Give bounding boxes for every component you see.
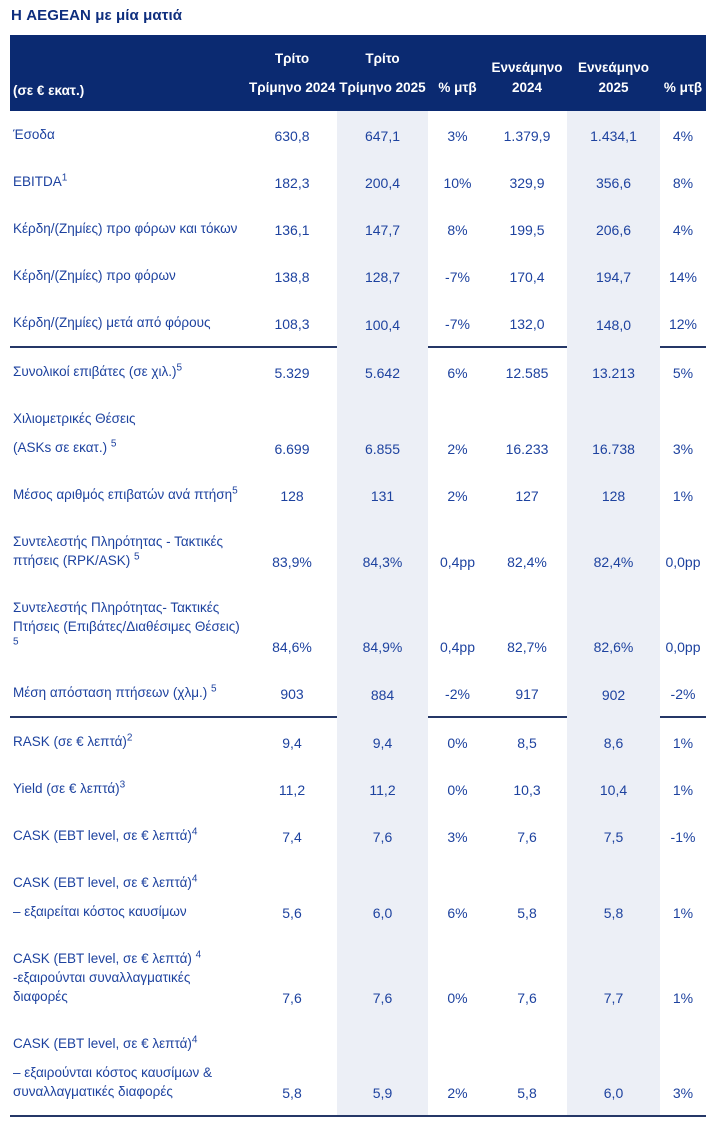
cell-q3-2024: 108,3 [247,299,337,347]
cell-chg-q3: 3% [447,128,468,144]
row-label-line [13,1082,245,1101]
cell-q3-2024: 5.329 [274,365,310,381]
cell-9m-2024: 10,3 [513,782,541,798]
column-header-line: Τρίμηνο 2025 [339,80,426,95]
row-label-line [13,987,245,1006]
column-header-line: Τρίτο [274,51,310,66]
cell-chg-9m: 8% [672,175,694,191]
table-row [10,299,706,347]
row-label-text: διαφορές [13,989,68,1004]
row-label-text: Συντελεστής Πληρότητας - Τακτικές [13,534,224,549]
row-label [10,717,247,765]
cell-chg-9m: 14% [668,269,698,285]
cell-q3-2025: 7,6 [337,812,428,859]
cell-chg-9m: 5% [672,365,694,381]
row-label-text: πτήσεις (RPK/ASK) [13,553,135,568]
cell-9m-2025: 194,7 [567,252,660,299]
cell-9m-2025: 206,6 [567,205,660,252]
table-row [10,471,706,518]
cell-chg-9m: 1% [672,905,694,921]
table-row [10,1020,706,1116]
cell-chg-9m: 0,0pp [665,554,701,570]
row-label [10,395,247,471]
table-row [10,765,706,812]
cell-q3-2024: 903 [247,669,337,717]
row-label-line [13,826,245,845]
cell-chg-q3: 6% [447,905,468,921]
row-label-line [13,362,245,381]
footnote-marker: 2 [126,732,133,744]
table-row [10,158,706,205]
cell-q3-2025: 5.642 [337,347,428,395]
cell-q3-2025: 11,2 [337,765,428,812]
cell-9m-2024: 7,6 [517,990,537,1006]
cell-q3-2024: 5,6 [282,905,302,921]
row-label-text: Συνολικοί επιβάτες (σε χιλ.) [13,364,177,379]
cell-q3-2025: 128,7 [337,252,428,299]
row-label-text: Χιλιομετρικές Θέσεις [13,411,136,426]
cell-chg-9m: 12% [660,299,706,347]
cell-q3-2024: 5,8 [247,1020,337,1116]
footnote-marker: 4 [191,873,198,885]
cell-chg-q3: 10% [443,175,472,191]
cell-chg-q3: 2% [447,488,468,504]
row-label-line [13,125,245,144]
cell-q3-2024: 9,4 [282,735,302,751]
cell-chg-q3: 2% [428,1020,487,1116]
table-body [10,111,706,1116]
footnote-marker: 3 [119,779,126,791]
column-header-chg-q3 [428,35,487,111]
cell-9m-2024: 170,4 [509,269,545,285]
row-label-text: RASK (σε € λεπτά) [13,734,127,749]
cell-9m-2025: 6,0 [567,1020,660,1116]
cell-9m-2025: 82,4% [567,518,660,584]
row-label-line [13,219,245,238]
cell-chg-9m: -2% [660,669,706,717]
row-label [10,518,247,584]
cell-9m-2025: 1.434,1 [567,111,660,158]
cell-chg-q3: -7% [445,269,470,285]
row-label-line [13,409,245,428]
row-label-text: Πτήσεις (Επιβάτες/Διαθέσιμες Θέσεις) [13,619,240,634]
cell-chg-q3: 0% [447,782,468,798]
row-label-line [13,683,245,702]
cell-chg-q3: -2% [428,669,487,717]
unit-label: (σε € εκατ.) [10,35,247,111]
cell-chg-9m: 1% [672,990,694,1006]
cell-chg-q3: -7% [428,299,487,347]
footnote-marker: 1 [61,172,68,184]
row-label [10,812,247,859]
cell-9m-2024: 5,8 [517,905,537,921]
column-header-line: 2024 [511,80,543,95]
row-label-text: – εξαιρούνται κόστος καυσίμων & [13,1065,213,1080]
cell-q3-2025: 6.855 [337,395,428,471]
row-label-text: EBITDA [13,174,62,189]
footnote-marker: 5 [176,362,183,374]
table-row [10,859,706,935]
cell-q3-2024: 138,8 [274,269,310,285]
row-label-line [13,902,245,921]
table-row [10,347,706,395]
cell-9m-2025: 16.738 [567,395,660,471]
cell-chg-q3: 6% [447,365,468,381]
cell-9m-2024: 199,5 [509,222,545,238]
column-header-chg-9m [660,35,706,111]
row-label-text: Κέρδη/(Ζημίες) προ φόρων και τόκων [13,221,238,236]
table-row [10,717,706,765]
cell-9m-2024: 82,4% [507,554,547,570]
column-header-line: 2025 [598,80,629,95]
row-label-line [13,172,245,191]
table-row [10,669,706,717]
cell-9m-2024: 12.585 [505,365,549,381]
cell-chg-9m: 1% [672,488,694,504]
cell-q3-2025: 147,7 [337,205,428,252]
cell-q3-2024: 630,8 [274,128,310,144]
footnote-marker: 5 [110,438,117,450]
row-label-text: Μέσος αριθμός επιβατών ανά πτήση [13,487,233,502]
row-label-text: CASK (EBT level, σε € λεπτά) [13,828,192,843]
cell-chg-q3: 0% [447,735,468,751]
cell-q3-2024: 7,4 [282,829,302,845]
table-row [10,812,706,859]
row-label [10,584,247,669]
cell-9m-2025: 902 [567,669,660,717]
cell-q3-2025: 884 [337,669,428,717]
cell-q3-2025: 9,4 [337,717,428,765]
column-header-line: Τρίμηνο 2024 [249,80,336,95]
cell-q3-2025: 200,4 [337,158,428,205]
cell-9m-2025: 7,7 [567,935,660,1020]
cell-9m-2025: 13.213 [567,347,660,395]
footnote-marker: 5 [211,683,217,695]
cell-9m-2025: 148,0 [567,299,660,347]
row-label-line [13,779,245,798]
row-label-text: συναλλαγματικές διαφορές [13,1084,173,1099]
cell-q3-2024: 84,6% [272,639,312,655]
row-label-line [13,598,245,617]
row-label [10,471,247,518]
cell-q3-2024: 136,1 [274,222,310,238]
row-label [10,347,247,395]
cell-9m-2024: 329,9 [509,175,545,191]
cell-q3-2025: 100,4 [337,299,428,347]
footnote-marker: 4 [195,949,202,961]
table-row [10,584,706,669]
row-label [10,859,247,935]
table-row [10,935,706,1020]
row-label-line [13,873,245,892]
table-row [10,252,706,299]
cell-chg-9m: 4% [672,128,694,144]
cell-q3-2025: 6,0 [337,859,428,935]
cell-chg-9m: -1% [670,829,696,845]
footnote-marker: 5 [13,636,19,648]
cell-9m-2024: 82,7% [507,639,547,655]
row-label-line [13,485,245,504]
column-header-line: % μτβ [438,80,477,95]
column-header-9m-2025 [567,35,660,111]
cell-9m-2024: 5,8 [487,1020,567,1116]
cell-9m-2024: 8,5 [517,735,537,751]
column-header-line: Τρίτο [365,51,400,66]
cell-q3-2025: 131 [337,471,428,518]
cell-9m-2024: 7,6 [517,829,537,845]
column-header-line: Εννεάμηνο [578,60,649,75]
cell-9m-2025: 5,8 [567,859,660,935]
cell-9m-2025: 356,6 [567,158,660,205]
table-row [10,205,706,252]
cell-q3-2024: 182,3 [274,175,310,191]
row-label-text: CASK (EBT level, σε € λεπτά) [13,951,196,966]
row-label [10,1020,247,1116]
cell-q3-2024: 7,6 [282,990,302,1006]
cell-chg-9m: 3% [672,441,694,457]
cell-9m-2025: 7,5 [567,812,660,859]
row-label-line [13,732,245,751]
row-label-line [13,968,245,987]
row-label-text: (ASKs σε εκατ.) [13,440,111,455]
cell-q3-2024: 6.699 [274,441,310,457]
cell-chg-q3: 3% [447,829,468,845]
row-label-line [13,636,245,655]
aegean-at-a-glance-table [10,35,706,1117]
row-label-line [13,532,245,551]
row-label [10,205,247,252]
row-label-line [13,1034,245,1053]
row-label-text: -εξαιρούνται συναλλαγματικές [13,970,191,985]
row-label-text: Κέρδη/(Ζημίες) μετά από φόρους [13,315,211,330]
footnote-marker: 5 [134,551,140,563]
cell-9m-2024: 127 [515,488,539,504]
table-header [10,35,706,111]
row-label-line [13,617,245,636]
row-label-line [13,1063,245,1082]
cell-chg-9m: 1% [672,735,694,751]
row-label [10,765,247,812]
footnote-marker: 4 [191,1034,198,1046]
cell-9m-2024: 917 [487,669,567,717]
row-label-text: Κέρδη/(Ζημίες) προ φόρων [13,268,176,283]
row-label-line [13,551,245,570]
header-row [10,35,706,111]
cell-9m-2025: 128 [567,471,660,518]
cell-9m-2025: 8,6 [567,717,660,765]
cell-chg-9m: 1% [672,782,694,798]
cell-chg-9m: 0,0pp [665,639,701,655]
cell-chg-q3: 8% [447,222,468,238]
row-label [10,299,247,347]
cell-chg-9m: 4% [672,222,694,238]
cell-9m-2024: 16.233 [505,441,549,457]
cell-q3-2025: 5,9 [337,1020,428,1116]
row-label [10,111,247,158]
cell-q3-2025: 84,3% [337,518,428,584]
table-row [10,395,706,471]
cell-q3-2024: 11,2 [278,782,306,798]
row-label-text: Yield (σε € λεπτά) [13,781,120,796]
row-label-text: Συντελεστής Πληρότητας- Τακτικές [13,600,220,615]
cell-q3-2024: 128 [280,488,304,504]
cell-q3-2025: 647,1 [337,111,428,158]
page-title: Η AEGEAN με μία ματιά [11,7,183,24]
cell-chg-q3: 0,4pp [439,554,476,570]
row-label-text: Έσοδα [13,127,55,142]
row-label-text: – εξαιρείται κόστος καυσίμων [13,904,187,919]
cell-q3-2025: 7,6 [337,935,428,1020]
row-label-text: CASK (EBT level, σε € λεπτά) [13,1036,192,1051]
cell-chg-9m: 3% [660,1020,706,1116]
cell-9m-2025: 10,4 [567,765,660,812]
table-row [10,111,706,158]
cell-chg-q3: 2% [447,441,468,457]
footnote-marker: 4 [191,826,198,838]
row-label [10,252,247,299]
row-label-line [13,266,245,285]
row-label [10,669,247,717]
cell-q3-2025: 84,9% [337,584,428,669]
row-label-text: CASK (EBT level, σε € λεπτά) [13,875,192,890]
column-header-line: % μτβ [663,80,703,95]
row-label [10,935,247,1020]
row-label-line [13,438,245,457]
column-header-q3-2024 [247,35,337,111]
cell-9m-2024: 1.379,9 [503,128,551,144]
row-label-line [13,949,245,968]
cell-chg-q3: 0,4pp [439,639,476,655]
column-header-line: Εννεάμηνο [491,60,563,75]
cell-9m-2024: 132,0 [487,299,567,347]
column-header-9m-2024 [487,35,567,111]
table-row [10,518,706,584]
cell-chg-q3: 0% [447,990,468,1006]
cell-9m-2025: 82,6% [567,584,660,669]
row-label-text: Μέση απόσταση πτήσεων (χλμ.) [13,685,212,700]
column-header-q3-2025 [337,35,428,111]
row-label [10,158,247,205]
footnote-marker: 5 [232,485,238,497]
row-label-line [13,313,245,332]
cell-q3-2024: 83,9% [272,554,312,570]
